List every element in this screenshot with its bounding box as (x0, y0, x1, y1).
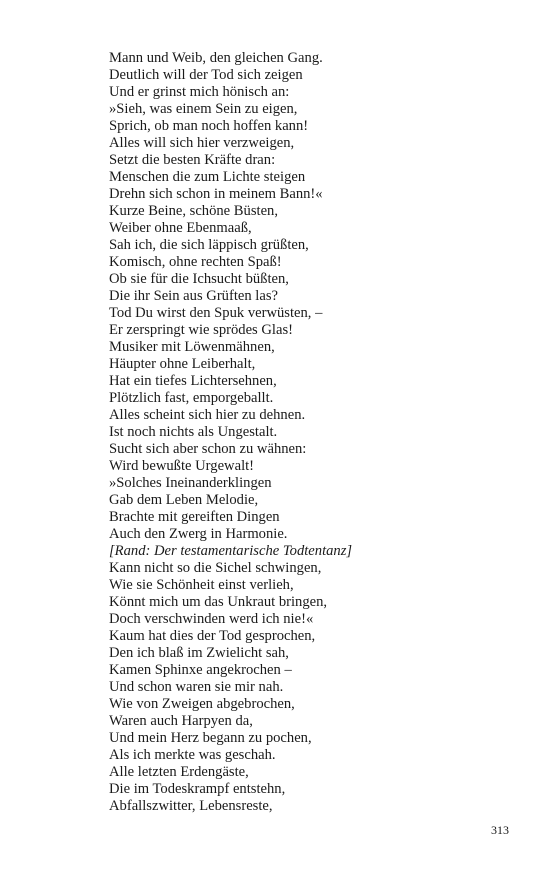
poem-line: Brachte mit gereiften Dingen (109, 509, 280, 525)
poem-line: Kurze Beine, schöne Büsten, (109, 203, 278, 219)
poem-line: Drehn sich schon in meinem Bann!« (109, 186, 323, 202)
poem-line: Sah ich, die sich läppisch grüßten, (109, 237, 309, 253)
poem-line: Alle letzten Erdengäste, (109, 764, 249, 780)
poem-line: Sucht sich aber schon zu wähnen: (109, 441, 307, 457)
poem-line: Gab dem Leben Melodie, (109, 492, 259, 508)
poem-line: Wird bewußte Urgewalt! (109, 458, 255, 474)
poem-line: Weiber ohne Ebenmaaß, (109, 220, 252, 236)
poem-line: Auch den Zwerg in Harmonie. (109, 526, 288, 542)
poem-line: Und schon waren sie mir nah. (109, 679, 284, 695)
poem-line: Kaum hat dies der Tod gesprochen, (109, 628, 316, 644)
poem-line: Häupter ohne Leiberhalt, (109, 356, 256, 372)
poem-line: Er zerspringt wie sprödes Glas! (109, 322, 293, 338)
page-number: 313 (491, 823, 509, 837)
poem-line: Waren auch Harpyen da, (109, 713, 253, 729)
poem-line: Ob sie für die Ichsucht büßten, (109, 271, 289, 287)
poem-line: Alles will sich hier verzweigen, (109, 135, 295, 151)
poem-line: Komisch, ohne rechten Spaß! (109, 254, 282, 270)
poem-line: Könnt mich um das Unkraut bringen, (109, 594, 328, 610)
poem-line: Hat ein tiefes Lichtersehnen, (109, 373, 277, 389)
poem-line: Deutlich will der Tod sich zeigen (109, 67, 303, 83)
margin-note: [Rand: Der testamentarische Todtentanz] (109, 543, 353, 559)
poem-line: Plötzlich fast, emporgeballt. (109, 390, 274, 406)
poem-line: Menschen die zum Lichte steigen (109, 169, 306, 185)
poem-line: Wie sie Schönheit einst verlieh, (109, 577, 294, 593)
poem-line: Tod Du wirst den Spuk verwüsten, – (109, 305, 323, 321)
poem-line: »Solches Ineinanderklingen (109, 475, 272, 491)
poem-line: Und er grinst mich hönisch an: (109, 84, 290, 100)
poem-line: Kann nicht so die Sichel schwingen, (109, 560, 322, 576)
poem-line: Alles scheint sich hier zu dehnen. (109, 407, 306, 423)
poem-line: Setzt die besten Kräfte dran: (109, 152, 276, 168)
poem-line: Musiker mit Löwenmähnen, (109, 339, 275, 355)
poem-line: Doch verschwinden werd ich nie!« (109, 611, 314, 627)
poem-line: Ist noch nichts als Ungestalt. (109, 424, 278, 440)
poem-line: Als ich merkte was geschah. (109, 747, 276, 763)
poem-line: Mann und Weib, den gleichen Gang. (109, 50, 323, 66)
poem-line: Kamen Sphinxe angekrochen – (109, 662, 292, 678)
poem-line: Sprich, ob man noch hoffen kann! (109, 118, 309, 134)
poem-line: »Sieh, was einem Sein zu eigen, (109, 101, 298, 117)
poem-line: Und mein Herz begann zu pochen, (109, 730, 312, 746)
poem-text (109, 50, 509, 815)
poem-line: Wie von Zweigen abgebrochen, (109, 696, 295, 712)
poem-line: Die ihr Sein aus Grüften las? (109, 288, 278, 304)
poem-line: Abfallszwitter, Lebensreste, (109, 798, 273, 814)
poem-line: Die im Todeskrampf entstehn, (109, 781, 286, 797)
poem-line: Den ich blaß im Zwielicht sah, (109, 645, 289, 661)
